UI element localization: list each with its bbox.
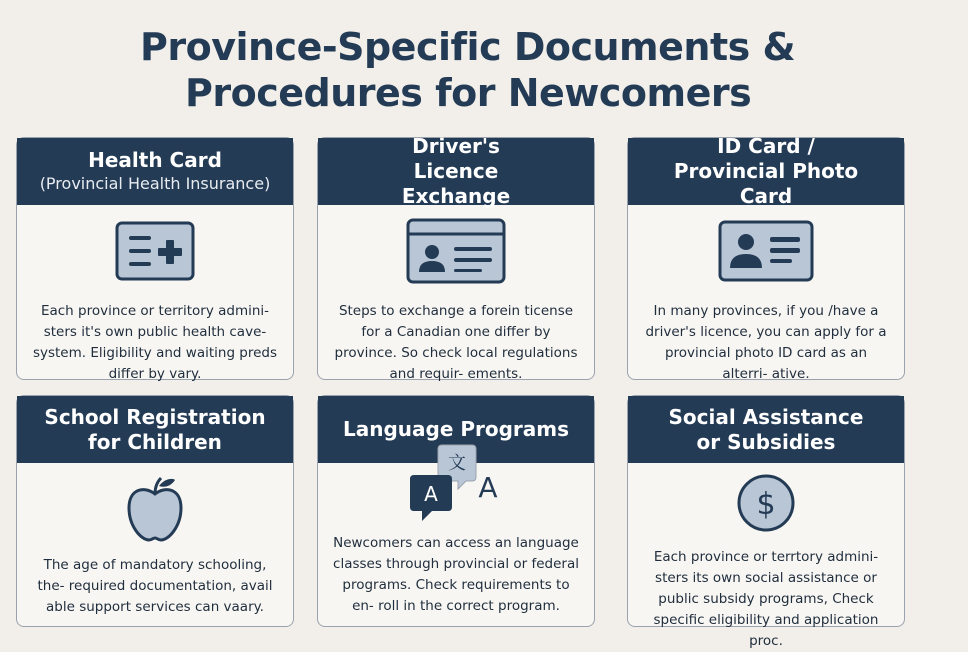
card-header: [628, 134, 904, 208]
card-title: Health Card: [88, 148, 222, 172]
card-body: The age of mandatory schooling, the- required documentation, avail able support services can vaary.: [37, 557, 273, 615]
translate-icon: [318, 453, 594, 533]
card-body: Steps to exchange a forein ticense for a Canadian one differ by province. So check local regulations and requir- ements.: [334, 303, 578, 382]
card-subtitle: (Provincial Health Insurance): [39, 174, 271, 193]
card-title: Language Programs: [342, 417, 570, 441]
card-drivers-licence: [317, 134, 595, 382]
photo-id-icon: [628, 205, 904, 297]
card-body: Each province or terrtory admini- sters its own social assistance or public subsidy programs, Check specific eligibility and application proc.: [653, 549, 879, 649]
card-body: In many provinces, if you /have a driver's licence, you can apply for a provincial photo ID card as an alterri- ative.: [645, 303, 887, 382]
dollar-icon: [628, 463, 904, 543]
card-header: [318, 134, 594, 208]
apple-icon: [17, 463, 293, 555]
page-title-line1: Province-Specific Documents &: [140, 25, 796, 69]
card-social-assistance: [627, 395, 905, 649]
translate-glyph: 文: [448, 453, 466, 474]
card-school-registration: [16, 395, 294, 627]
card-title: ID Card / Provincial Photo Card: [673, 134, 859, 208]
card-health-card: [16, 137, 294, 380]
card-id-card: [627, 134, 905, 382]
card-header: [628, 396, 904, 463]
id-card-icon: [318, 205, 594, 297]
card-body: Newcomers can access an language classes through provincial or federal programs. Check requirements to en- roll in the correct program.: [333, 535, 579, 614]
card-title: School Registration for Children: [44, 404, 266, 454]
card-header: [17, 138, 293, 205]
dollar-glyph: $: [756, 487, 776, 522]
translate-letter-left: A: [424, 482, 438, 506]
card-title: Social Assistance or Subsidies: [668, 404, 864, 454]
card-title: Driver's Licence Exchange: [401, 134, 511, 208]
page-title: [140, 24, 840, 116]
page-title-line2: Procedures for Newcomers: [185, 71, 752, 115]
health-card-icon: [17, 205, 293, 297]
card-language-programs: [317, 395, 595, 627]
translate-letter-right: A: [478, 471, 498, 504]
card-header: [17, 396, 293, 463]
card-body: Each province or territory admini- sters it's own public health cave- system. Eligibility and waiting preds differ by vary.: [32, 303, 278, 382]
